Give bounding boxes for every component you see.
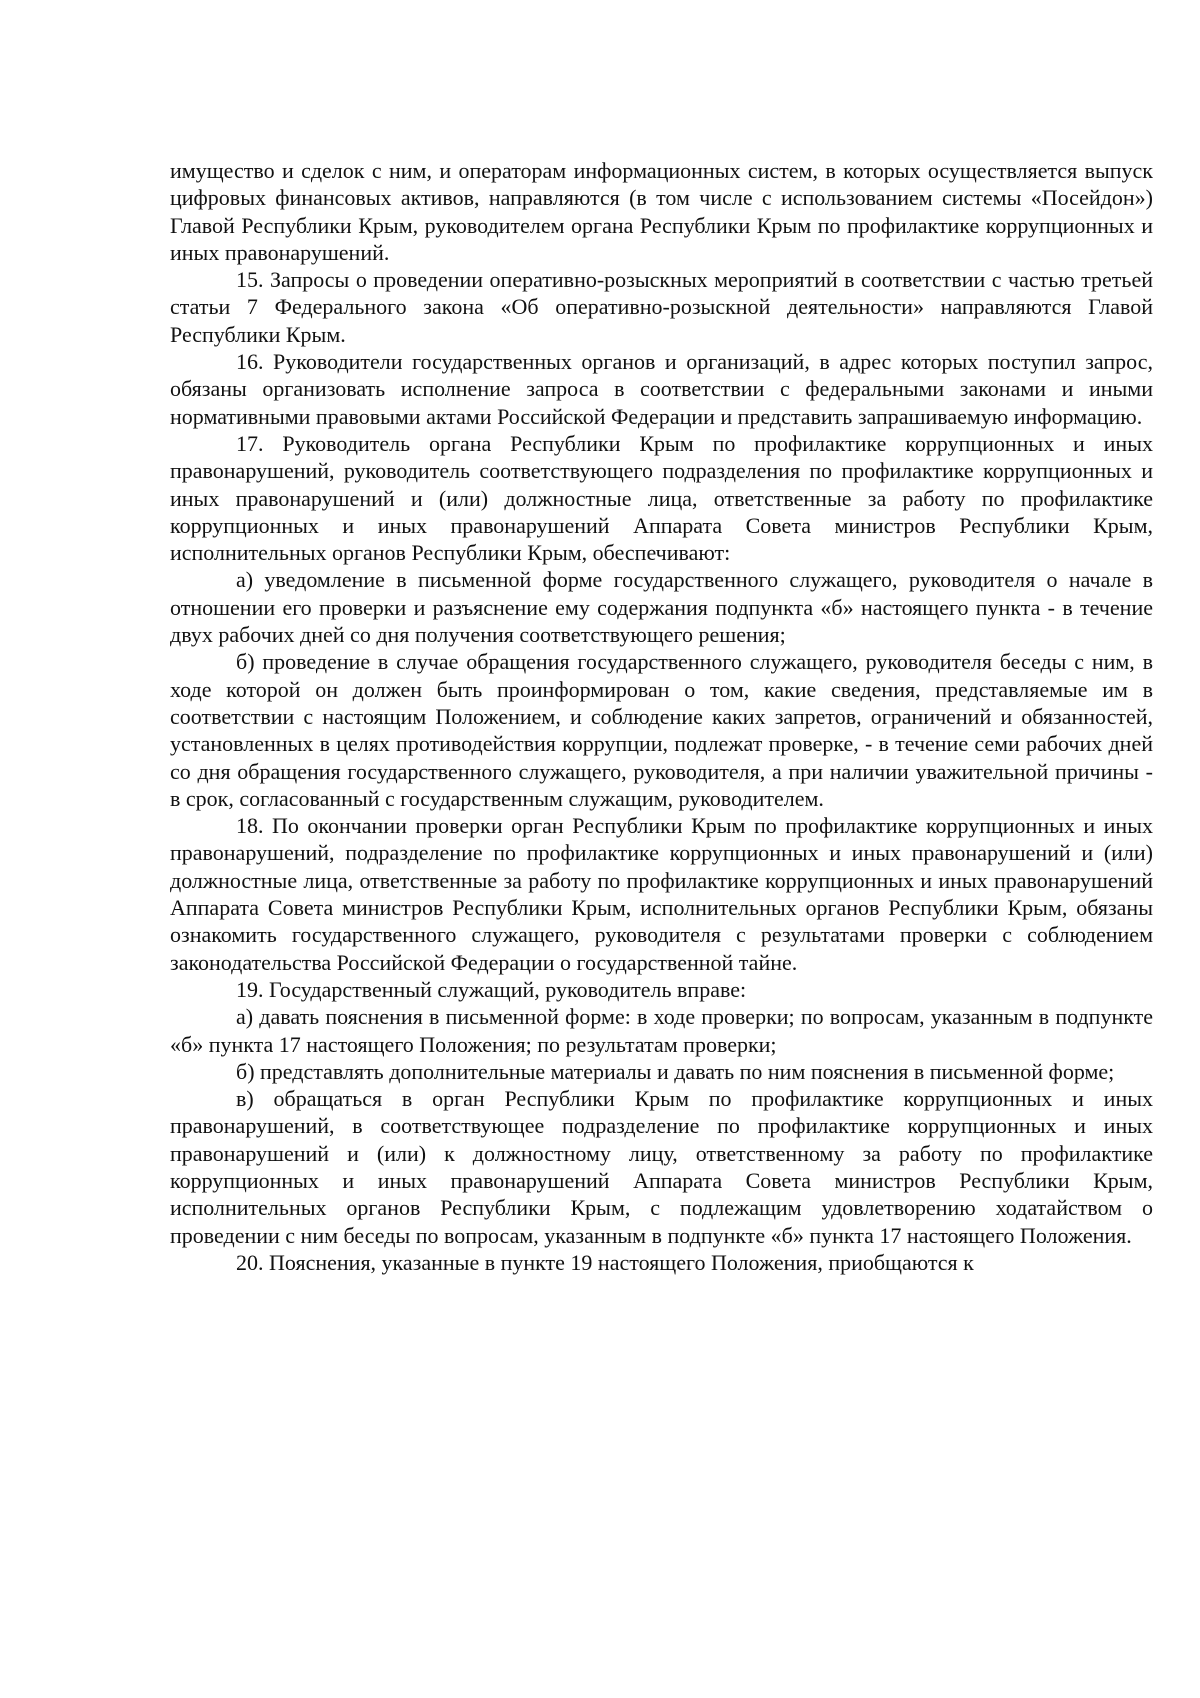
paragraph-19-v: в) обращаться в орган Республики Крым по профилактике коррупционных и иных правонарушений, в соответствующее подразделение по профилактике коррупционных и иных правонарушений и (или) к должностному лицу, ответственному за работу по профилактике коррупционных и иных правонарушений Аппарата Совета министров Республики Крым, исполнительных органов Республики Крым, с подлежащим удовлетворению ходатайством о проведении с ним беседы по вопросам, указанным в подпункте «б» пункта 17 настоящего Положения. bbox=[170, 1086, 1153, 1248]
paragraph-continuation: имущество и сделок с ним, и операторам информационных систем, в которых осуществляется выпуск цифровых финансовых активов, направляются (в том числе с использованием системы «Посейдон») Главой Республики Крым, руководителем органа Республики Крым по профилактике коррупционных и иных правонарушений. bbox=[170, 158, 1153, 265]
paragraph-17-b: б) проведение в случае обращения государственного служащего, руководителя беседы с ним, в ходе которой он должен быть проинформирован о том, какие сведения, представляемые им в соответствии с настоящим Положением, и соблюдение каких запретов, ограничений и обязанностей, установленных в целях противодействия коррупции, подлежат проверке, - в течение семи рабочих дней со дня обращения государственного служащего, руководителя, а при наличии уважительной причины - в срок, согласованный с государственным служащим, руководителем. bbox=[170, 649, 1153, 811]
paragraph-19-a: а) давать пояснения в письменной форме: в ходе проверки; по вопросам, указанным в подпункте «б» пункта 17 настоящего Положения; по результатам проверки; bbox=[170, 1004, 1153, 1057]
paragraph-19-b: б) представлять дополнительные материалы и давать по ним пояснения в письменной форме; bbox=[236, 1058, 1115, 1084]
paragraph-17-a: а) уведомление в письменной форме государственного служащего, руководителя о начале в отношении его проверки и разъяснение ему содержания подпункта «б» настоящего пункта - в течение двух рабочих дней со дня получения соответствующего решения; bbox=[170, 567, 1153, 648]
paragraph-18: 18. По окончании проверки орган Республики Крым по профилактике коррупционных и иных правонарушений, подразделение по профилактике коррупционных и иных правонарушений и (или) должностные лица, ответственные за работу по профилактике коррупционных и иных правонарушений Аппарата Совета министров Республики Крым, исполнительных органов Республики Крым, обязаны ознакомить государственного служащего, руководителя с результатами проверки с соблюдением законодательства Российской Федерации о государственной тайне. bbox=[170, 813, 1153, 975]
paragraph-16: 16. Руководители государственных органов и организаций, в адрес которых поступил запрос, обязаны организовать исполнение запроса в соответствии с федеральными законами и иными нормативными правовыми актами Российской Федерации и представить запрашиваемую информацию. bbox=[170, 349, 1153, 429]
paragraph-17: 17. Руководитель органа Республики Крым по профилактике коррупционных и иных правонарушений, руководитель соответствующего подразделения по профилактике коррупционных и иных правонарушений и (или) должностные лица, ответственные за работу по профилактике коррупционных и иных правонарушений Аппарата Совета министров Республики Крым, исполнительных органов Республики Крым, обеспечивают: bbox=[170, 430, 1153, 566]
paragraph-15: 15. Запросы о проведении оперативно-розыскных мероприятий в соответствии с частью третьей статьи 7 Федерального закона «Об оперативно-розыскной деятельности» направляются Главой Республики Крым. bbox=[170, 267, 1153, 347]
document-page bbox=[170, 157, 1153, 1276]
paragraph-19: 19. Государственный служащий, руководитель вправе: bbox=[236, 976, 747, 1002]
paragraph-20: 20. Пояснения, указанные в пункте 19 настоящего Положения, приобщаются к bbox=[236, 1249, 974, 1275]
